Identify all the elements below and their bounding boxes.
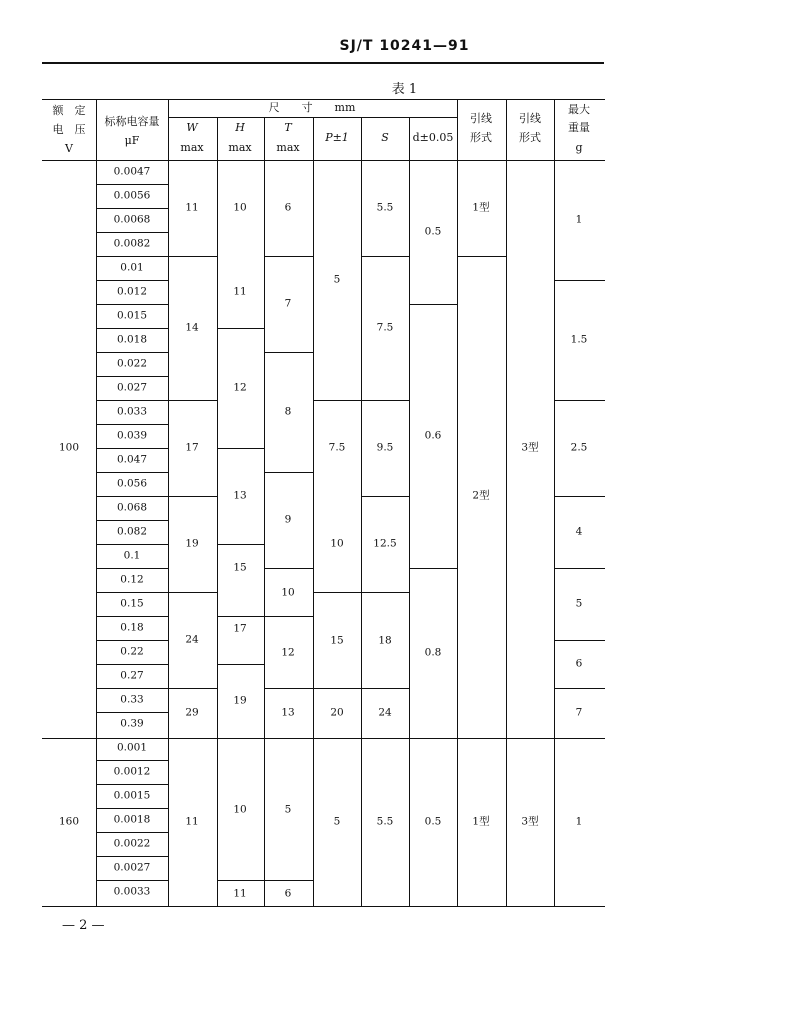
table-rule bbox=[217, 117, 218, 907]
capacitance-cell: 0.056 bbox=[116, 477, 148, 490]
header-mass-b: 重量 bbox=[568, 121, 590, 135]
H-cell: 17 bbox=[233, 622, 247, 635]
H-cell: 13 bbox=[233, 489, 247, 502]
cap-row-rule bbox=[96, 256, 169, 257]
group-divider-rule bbox=[42, 738, 605, 739]
T-cell: 6 bbox=[284, 887, 292, 900]
cell-rule-M bbox=[554, 496, 605, 497]
cell-rule-M bbox=[554, 688, 605, 689]
cell-rule-W bbox=[168, 400, 218, 401]
header-H: H bbox=[235, 121, 245, 135]
cell-rule-S bbox=[361, 496, 410, 497]
header-d: d±0.05 bbox=[412, 131, 454, 145]
capacitance-cell: 0.0027 bbox=[113, 861, 151, 874]
cap-row-rule bbox=[96, 808, 169, 809]
H-cell: 10 bbox=[233, 201, 247, 214]
table-rule bbox=[554, 99, 555, 907]
P-cell: 5 bbox=[333, 815, 341, 828]
voltage-cell: 160 bbox=[58, 815, 80, 828]
T-cell: 8 bbox=[284, 405, 292, 418]
P-cell: 20 bbox=[330, 706, 344, 719]
table-caption: 表 1 bbox=[391, 82, 418, 97]
cap-row-rule bbox=[96, 712, 169, 713]
capacitance-cell: 0.0068 bbox=[113, 213, 151, 226]
header-lead2: 引线 bbox=[519, 112, 541, 126]
header-mass-unit: g bbox=[575, 141, 583, 155]
table-rule bbox=[457, 99, 458, 907]
W-cell: 19 bbox=[185, 537, 199, 550]
capacitance-cell: 0.0056 bbox=[113, 189, 151, 202]
voltage-cell: 100 bbox=[58, 441, 80, 454]
S-cell: 5.5 bbox=[376, 201, 394, 214]
cell-rule-H bbox=[217, 616, 265, 617]
lead2-cell: 3型 bbox=[521, 815, 539, 828]
lead1-cell: 1型 bbox=[472, 815, 490, 828]
table-bottom-rule bbox=[42, 906, 605, 907]
mass-cell: 7 bbox=[575, 706, 583, 719]
capacitance-cell: 0.39 bbox=[120, 717, 144, 730]
capacitance-cell: 0.012 bbox=[116, 285, 148, 298]
S-cell: 12.5 bbox=[373, 537, 397, 550]
cell-rule-W bbox=[168, 496, 218, 497]
T-cell: 6 bbox=[284, 201, 292, 214]
cap-row-rule bbox=[96, 544, 169, 545]
cap-row-rule bbox=[96, 352, 169, 353]
cell-rule-P bbox=[313, 592, 362, 593]
table-rule bbox=[264, 117, 265, 907]
header-voltage-unit: V bbox=[65, 142, 73, 156]
capacitance-cell: 0.27 bbox=[120, 669, 144, 682]
cap-row-rule bbox=[96, 232, 169, 233]
H-cell: 12 bbox=[233, 381, 247, 394]
cap-row-rule bbox=[96, 472, 169, 473]
cap-row-rule bbox=[96, 400, 169, 401]
cap-row-rule bbox=[96, 304, 169, 305]
header-W: W bbox=[186, 121, 198, 135]
capacitance-cell: 0.033 bbox=[116, 405, 148, 418]
table-rule bbox=[313, 117, 314, 907]
capacitance-cell: 0.1 bbox=[123, 549, 141, 562]
cell-rule-d bbox=[409, 304, 458, 305]
cell-rule-M bbox=[554, 280, 605, 281]
cell-rule-P bbox=[313, 688, 362, 689]
capacitance-cell: 0.018 bbox=[116, 333, 148, 346]
header-T: T bbox=[284, 121, 292, 135]
header-dimensions: 尺 寸 mm bbox=[268, 101, 356, 115]
capacitance-cell: 0.0012 bbox=[113, 765, 151, 778]
T-cell: 9 bbox=[284, 513, 292, 526]
header-voltage-line2: 电 压 bbox=[52, 123, 86, 137]
cell-rule-M bbox=[554, 640, 605, 641]
capacitance-cell: 0.068 bbox=[116, 501, 148, 514]
cell-rule-T bbox=[264, 880, 314, 881]
cap-row-rule bbox=[96, 664, 169, 665]
cell-rule-T bbox=[264, 256, 314, 257]
capacitance-cell: 0.027 bbox=[116, 381, 148, 394]
lead1-cell: 1型 bbox=[472, 201, 490, 214]
cap-row-rule bbox=[96, 328, 169, 329]
H-cell: 19 bbox=[233, 694, 247, 707]
cell-rule-S bbox=[361, 256, 410, 257]
table-rule bbox=[168, 99, 169, 907]
S-cell: 5.5 bbox=[376, 815, 394, 828]
cell-rule-S bbox=[361, 400, 410, 401]
capacitance-cell: 0.082 bbox=[116, 525, 148, 538]
header-lead1-b: 形式 bbox=[470, 131, 492, 145]
cap-row-rule bbox=[96, 520, 169, 521]
capacitance-cell: 0.18 bbox=[120, 621, 144, 634]
cell-rule-L1 bbox=[457, 256, 507, 257]
P-cell: 15 bbox=[330, 634, 344, 647]
capacitance-cell: 0.01 bbox=[120, 261, 144, 274]
cell-rule-H bbox=[217, 880, 265, 881]
cap-row-rule bbox=[96, 784, 169, 785]
W-cell: 24 bbox=[185, 633, 199, 646]
T-cell: 7 bbox=[284, 297, 292, 310]
S-cell: 18 bbox=[378, 634, 392, 647]
cell-rule-S bbox=[361, 592, 410, 593]
table-rule bbox=[506, 99, 507, 907]
cap-row-rule bbox=[96, 760, 169, 761]
W-cell: 11 bbox=[185, 201, 199, 214]
cap-row-rule bbox=[96, 184, 169, 185]
capacitance-cell: 0.15 bbox=[120, 597, 144, 610]
header-T-max: max bbox=[276, 141, 300, 155]
d-cell: 0.5 bbox=[424, 225, 442, 238]
header-bottom-rule bbox=[42, 160, 605, 161]
mass-cell: 1.5 bbox=[570, 333, 588, 346]
cell-rule-d bbox=[409, 568, 458, 569]
lead2-cell: 3型 bbox=[521, 441, 539, 454]
mass-cell: 4 bbox=[575, 525, 583, 538]
capacitance-cell: 0.0015 bbox=[113, 789, 151, 802]
d-cell: 0.5 bbox=[424, 815, 442, 828]
capacitance-cell: 0.12 bbox=[120, 573, 144, 586]
cell-rule-H bbox=[217, 448, 265, 449]
W-cell: 14 bbox=[185, 321, 199, 334]
capacitance-cell: 0.0082 bbox=[113, 237, 151, 250]
cell-rule-T bbox=[264, 352, 314, 353]
P-cell: 5 bbox=[333, 273, 341, 286]
cap-row-rule bbox=[96, 424, 169, 425]
cell-rule-W bbox=[168, 592, 218, 593]
header-S: S bbox=[381, 131, 389, 145]
cell-rule-H bbox=[217, 664, 265, 665]
cap-row-rule bbox=[96, 376, 169, 377]
S-cell: 9.5 bbox=[376, 441, 394, 454]
mass-cell: 1 bbox=[575, 815, 583, 828]
capacitance-cell: 0.039 bbox=[116, 429, 148, 442]
cell-rule-P bbox=[313, 400, 362, 401]
capacitance-cell: 0.015 bbox=[116, 309, 148, 322]
header-P: P±1 bbox=[325, 131, 349, 145]
table-rule bbox=[96, 99, 97, 907]
W-cell: 11 bbox=[185, 815, 199, 828]
capacitance-cell: 0.0022 bbox=[113, 837, 151, 850]
cap-row-rule bbox=[96, 568, 169, 569]
capacitance-cell: 0.0018 bbox=[113, 813, 151, 826]
cap-row-rule bbox=[96, 592, 169, 593]
cap-row-rule bbox=[96, 880, 169, 881]
header-W-max: max bbox=[180, 141, 204, 155]
H-cell: 10 bbox=[233, 803, 247, 816]
W-cell: 17 bbox=[185, 441, 199, 454]
S-cell: 24 bbox=[378, 706, 392, 719]
spec-table bbox=[42, 99, 604, 907]
cell-rule-T bbox=[264, 688, 314, 689]
H-cell: 15 bbox=[233, 561, 247, 574]
cell-rule-S bbox=[361, 688, 410, 689]
cell-rule-T bbox=[264, 616, 314, 617]
P-cell: 7.5 bbox=[328, 441, 346, 454]
capacitance-cell: 0.0033 bbox=[113, 885, 151, 898]
capacitance-cell: 0.0047 bbox=[113, 165, 151, 178]
T-cell: 12 bbox=[281, 646, 295, 659]
cell-rule-W bbox=[168, 256, 218, 257]
cell-rule-M bbox=[554, 568, 605, 569]
cap-row-rule bbox=[96, 616, 169, 617]
header-capacitance: 标称电容量 bbox=[104, 115, 160, 129]
lead1-cell: 2型 bbox=[472, 489, 490, 502]
cell-rule-H bbox=[217, 544, 265, 545]
capacitance-cell: 0.022 bbox=[116, 357, 148, 370]
mass-cell: 2.5 bbox=[570, 441, 588, 454]
cell-rule-W bbox=[168, 688, 218, 689]
cap-row-rule bbox=[96, 208, 169, 209]
T-cell: 13 bbox=[281, 706, 295, 719]
cap-row-rule bbox=[96, 688, 169, 689]
header-voltage-line1: 额 定 bbox=[52, 104, 86, 118]
header-capacitance-unit: μF bbox=[124, 134, 140, 148]
page-number: — 2 — bbox=[62, 918, 105, 933]
cap-row-rule bbox=[96, 496, 169, 497]
H-cell: 11 bbox=[233, 887, 247, 900]
table-rule bbox=[409, 117, 410, 907]
table-rule bbox=[361, 117, 362, 907]
cap-row-rule bbox=[96, 280, 169, 281]
mass-cell: 5 bbox=[575, 597, 583, 610]
cap-row-rule bbox=[96, 832, 169, 833]
H-cell: 11 bbox=[233, 285, 247, 298]
T-cell: 10 bbox=[281, 586, 295, 599]
cap-row-rule bbox=[96, 448, 169, 449]
header-lead2-b: 形式 bbox=[519, 131, 541, 145]
P-cell: 10 bbox=[330, 537, 344, 550]
capacitance-cell: 0.22 bbox=[120, 645, 144, 658]
cap-row-rule bbox=[96, 640, 169, 641]
document-code: SJ/T 10241—91 bbox=[339, 38, 470, 54]
header-mass: 最大 bbox=[568, 103, 590, 117]
header-lead1: 引线 bbox=[470, 112, 492, 126]
cell-rule-M bbox=[554, 400, 605, 401]
mass-cell: 1 bbox=[575, 213, 583, 226]
table-top-rule bbox=[42, 99, 605, 100]
T-cell: 5 bbox=[284, 803, 292, 816]
cell-rule-T bbox=[264, 472, 314, 473]
W-cell: 29 bbox=[185, 706, 199, 719]
capacitance-cell: 0.047 bbox=[116, 453, 148, 466]
cap-row-rule bbox=[96, 856, 169, 857]
S-cell: 7.5 bbox=[376, 321, 394, 334]
capacitance-cell: 0.001 bbox=[116, 741, 148, 754]
d-cell: 0.8 bbox=[424, 646, 442, 659]
header-H-max: max bbox=[228, 141, 252, 155]
cell-rule-H bbox=[217, 328, 265, 329]
header-rule bbox=[42, 62, 604, 64]
mass-cell: 6 bbox=[575, 657, 583, 670]
capacitance-cell: 0.33 bbox=[120, 693, 144, 706]
cell-rule-T bbox=[264, 568, 314, 569]
d-cell: 0.6 bbox=[424, 429, 442, 442]
